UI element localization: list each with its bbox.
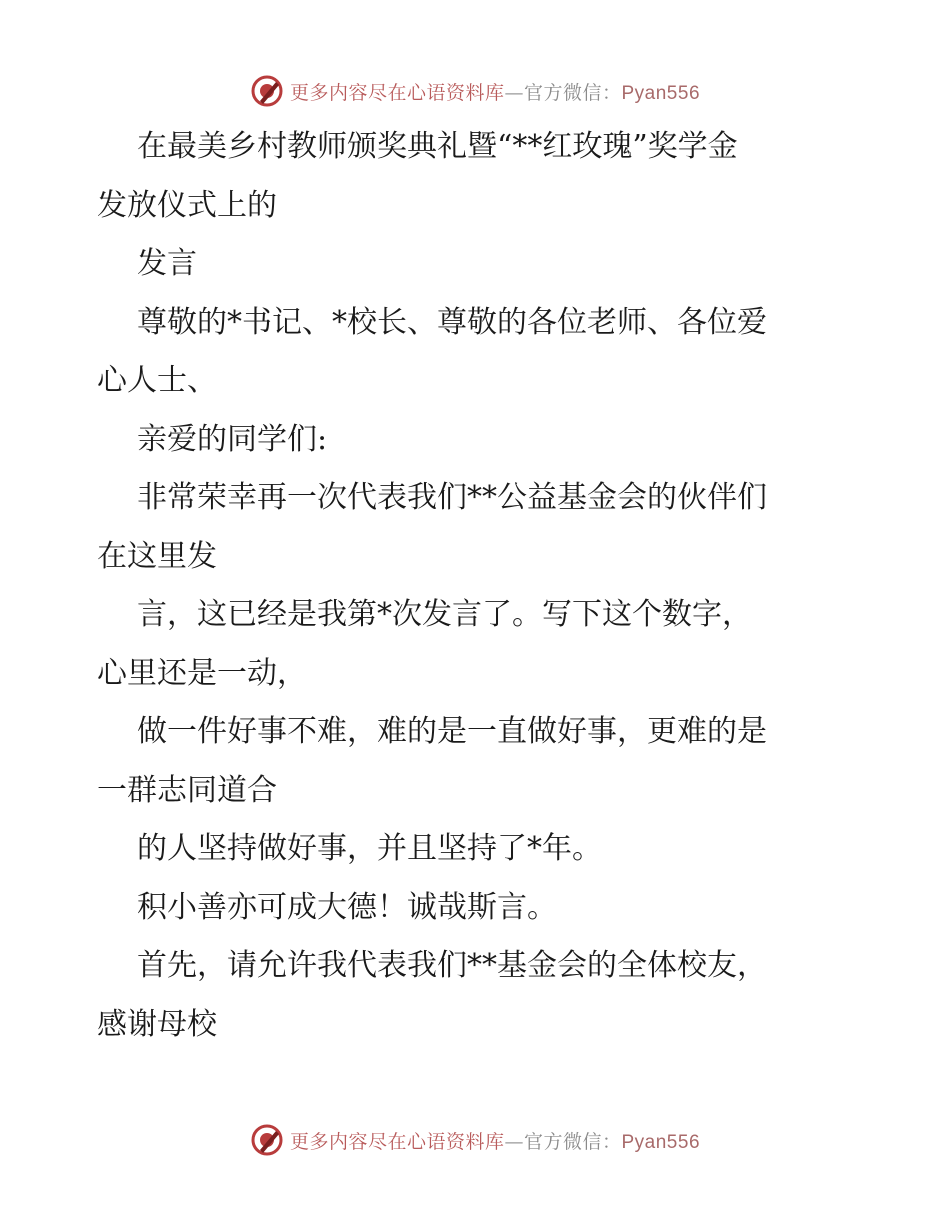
header-contact-label: 官方微信： — [523, 81, 622, 104]
footer-banner — [0, 1120, 950, 1160]
title-line-2: 发放仪式上的 — [97, 187, 277, 223]
paragraph-line: 心里还是一动， — [97, 655, 307, 691]
salutation-line-3: 亲爱的同学们: — [137, 421, 328, 457]
footer-wechat-id: Pyan556 — [621, 1131, 701, 1153]
paragraph-line: 积小善亦可成大德！诚哉斯言。 — [137, 889, 557, 925]
footer-separator: — — [504, 1130, 524, 1153]
footer-contact-label: 官方微信： — [523, 1130, 622, 1153]
header-separator: — — [504, 81, 524, 104]
footer-banner-text — [290, 1127, 700, 1154]
paragraph-line: 在这里发 — [97, 538, 217, 574]
pen-logo-icon — [250, 74, 284, 108]
footer-site-text: 更多内容尽在心语资料库 — [289, 1130, 505, 1153]
paragraph-line: 的人坚持做好事，并且坚持了*年。 — [137, 831, 602, 866]
header-banner — [0, 71, 950, 111]
salutation-line-2: 心人士、 — [97, 363, 217, 398]
header-site-text: 更多内容尽在心语资料库 — [289, 81, 505, 104]
salutation-line-1: 尊敬的*书记、*校长、尊敬的各位老师、各位爱 — [137, 304, 767, 340]
paragraph-line: 首先，请允许我代表我们**基金会的全体校友， — [137, 948, 767, 983]
title-line-3: 发言 — [137, 246, 197, 281]
paragraph-line: 一群志同道合 — [97, 772, 277, 808]
title-line-1: 在最美乡村教师颁奖典礼暨“**红玫瑰”奖学金 — [137, 129, 738, 164]
pen-logo-icon — [250, 1123, 284, 1157]
header-wechat-id: Pyan556 — [621, 82, 701, 104]
paragraph-line: 非常荣幸再一次代表我们**公益基金会的伙伴们 — [137, 480, 767, 515]
paragraph-line: 感谢母校 — [97, 1006, 217, 1042]
paragraph-line: 做一件好事不难，难的是一直做好事，更难的是 — [137, 714, 767, 749]
document-body — [97, 118, 857, 1054]
paragraph-line: 言，这已经是我第*次发言了。写下这个数字， — [137, 597, 752, 632]
header-banner-text — [290, 78, 700, 105]
